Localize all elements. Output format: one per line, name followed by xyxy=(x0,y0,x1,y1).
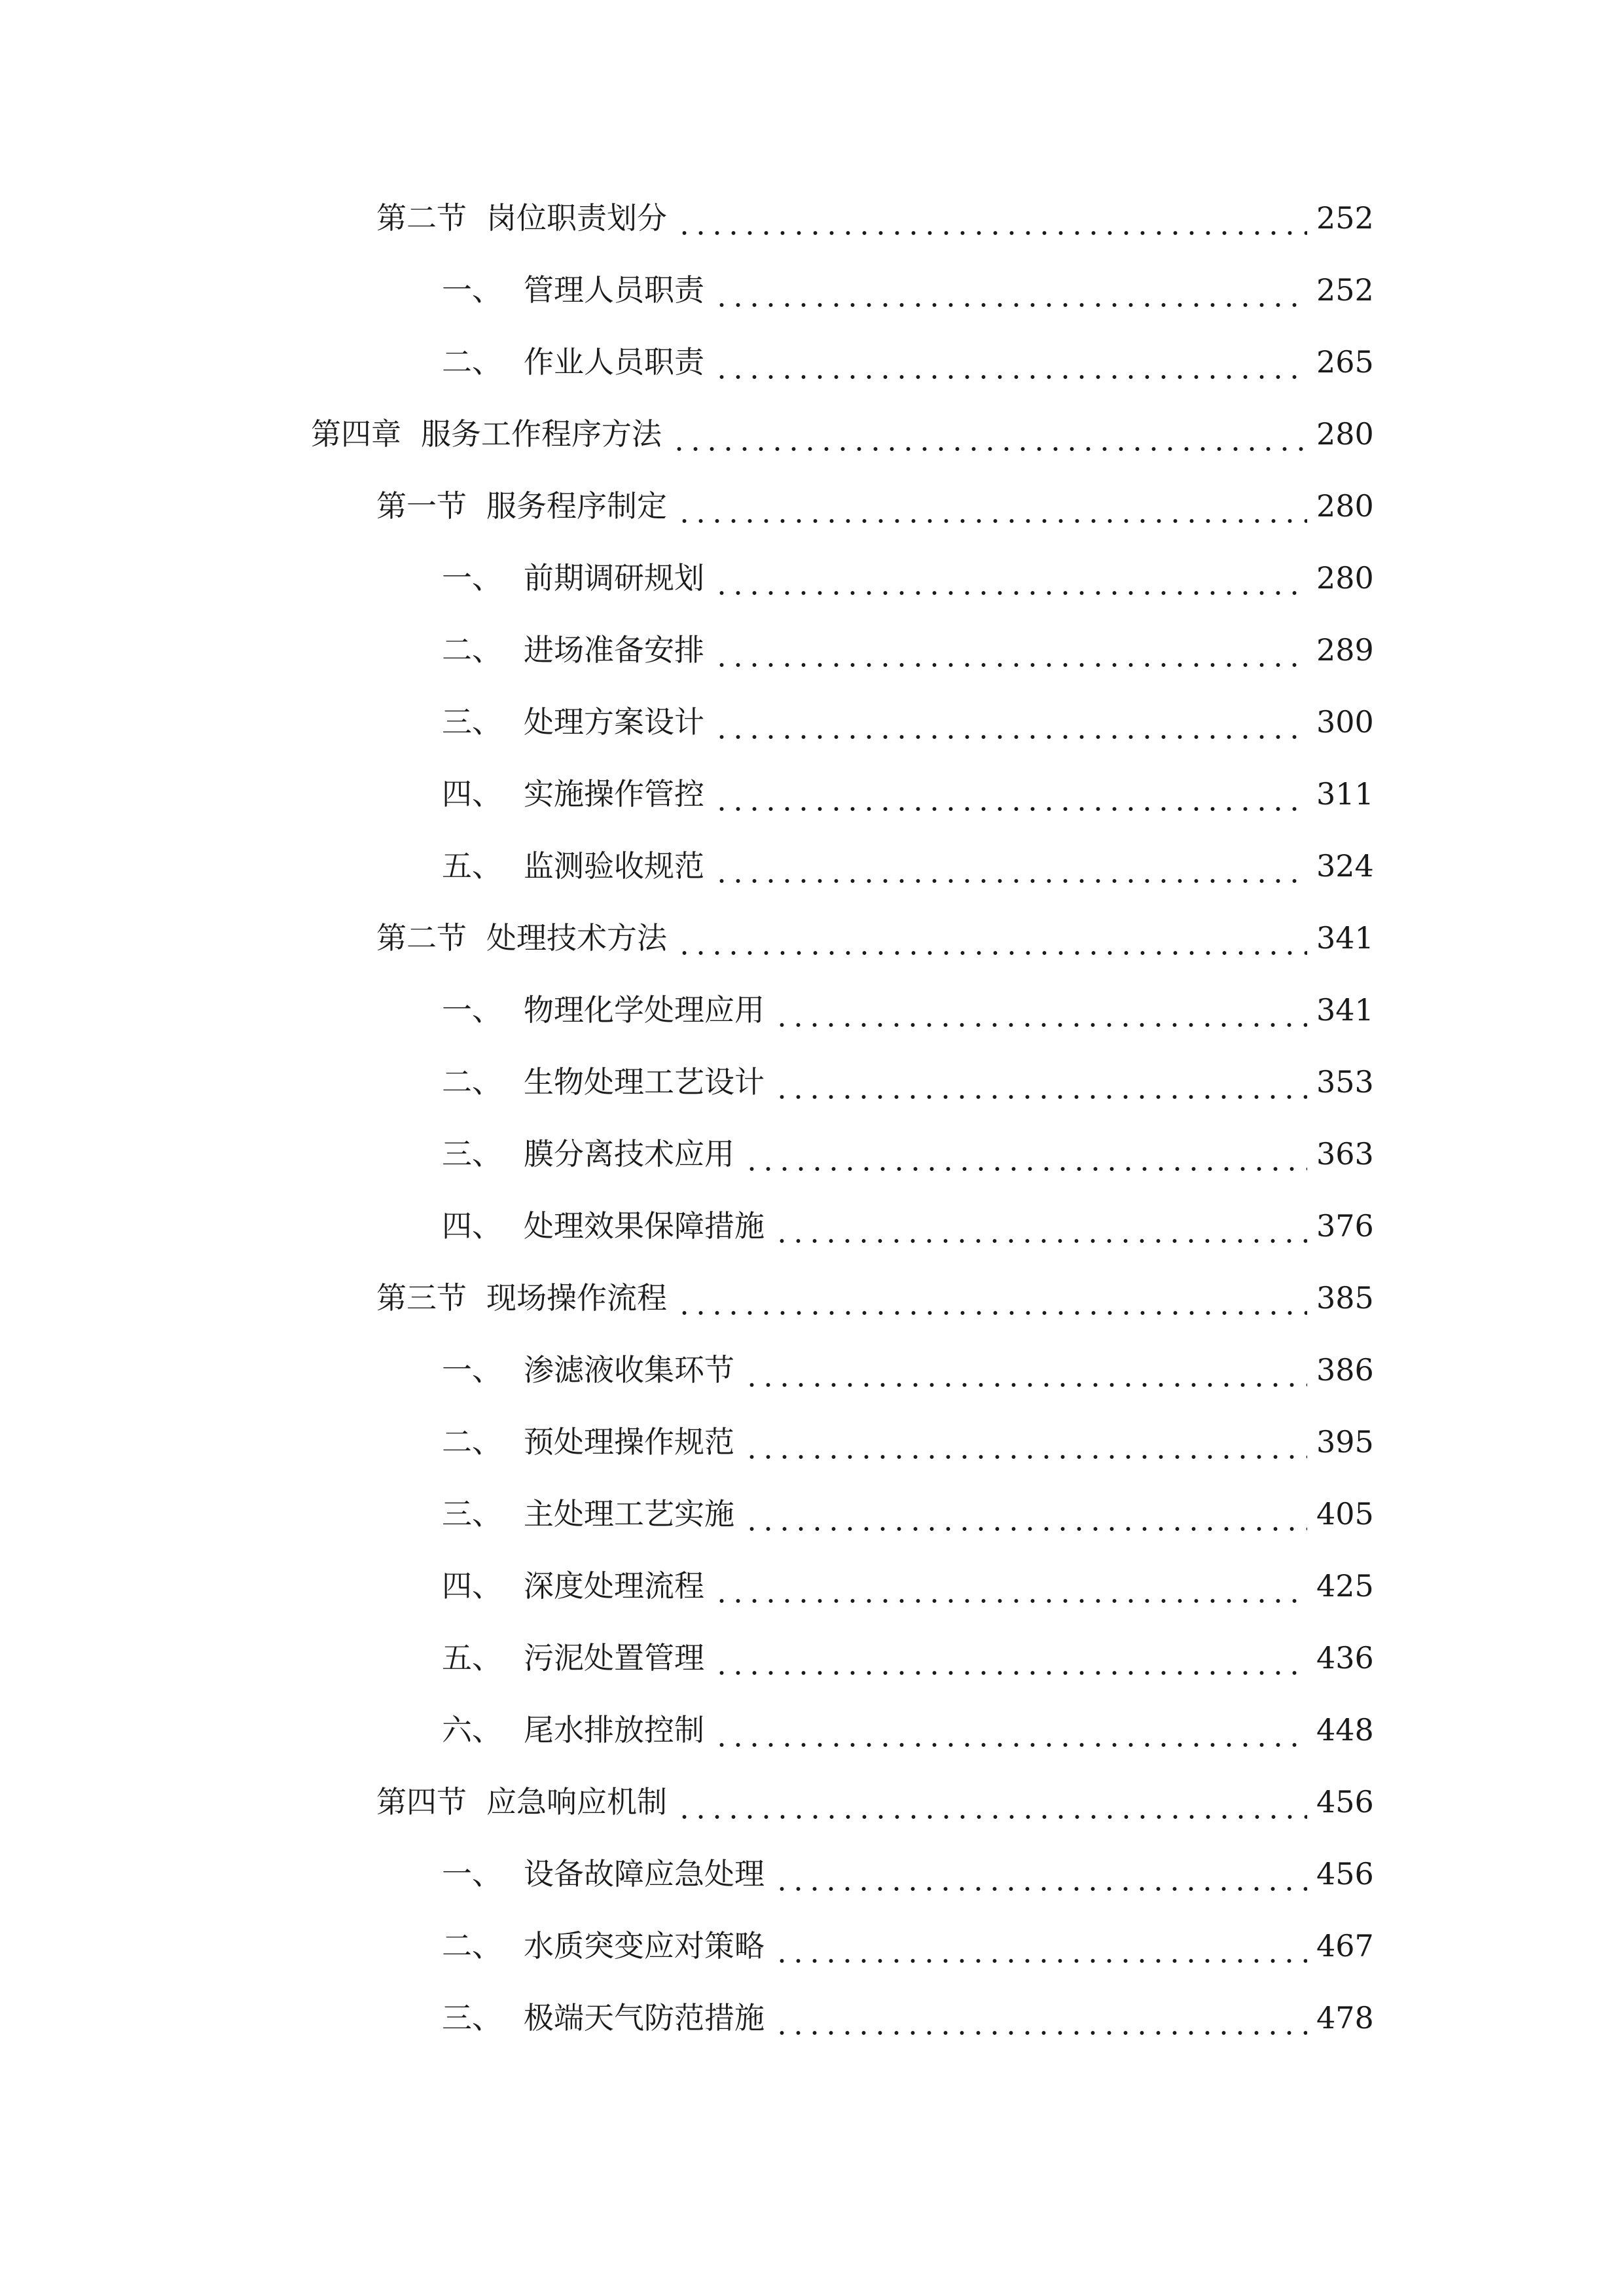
toc-entry-page: 289 xyxy=(1316,632,1374,668)
dot-leader xyxy=(713,336,1307,388)
toc-entry-text: 设备故障应急处理 xyxy=(524,1856,765,1892)
toc-entry[interactable] xyxy=(442,1416,1374,1468)
toc-entry-title xyxy=(442,264,704,316)
dot-leader xyxy=(671,408,1307,460)
toc-entry-page: 436 xyxy=(1316,1640,1374,1676)
toc-entry-number: 第三节 xyxy=(376,1280,467,1316)
toc-entry[interactable] xyxy=(442,1704,1374,1756)
toc-entry-page: 467 xyxy=(1316,1928,1374,1964)
toc-entry-title xyxy=(311,408,662,460)
toc-entry-text: 作业人员职责 xyxy=(524,344,704,380)
dot-leader xyxy=(676,1272,1307,1324)
toc-entry-number: 六、 xyxy=(442,1712,502,1748)
dot-leader xyxy=(713,768,1307,820)
toc-entry-number: 五、 xyxy=(442,848,502,884)
dot-leader xyxy=(774,1920,1307,1972)
toc-entry-title xyxy=(442,1920,765,1972)
toc-entry-page: 425 xyxy=(1316,1568,1374,1604)
dot-leader xyxy=(676,1776,1307,1828)
toc-entry-text: 岗位职责划分 xyxy=(486,200,667,236)
toc-entry-text: 生物处理工艺设计 xyxy=(524,1064,765,1100)
toc-entry-title xyxy=(442,624,704,676)
toc-entry-text: 处理效果保障措施 xyxy=(524,1208,765,1244)
toc-entry[interactable] xyxy=(442,1632,1374,1684)
toc-entry-page: 395 xyxy=(1316,1424,1374,1460)
toc-entry[interactable] xyxy=(442,1992,1374,2044)
toc-entry[interactable] xyxy=(376,912,1374,964)
dot-leader xyxy=(744,1488,1307,1540)
toc-entry[interactable] xyxy=(376,1272,1374,1324)
toc-entry-title xyxy=(442,696,704,748)
toc-entry-text: 现场操作流程 xyxy=(486,1280,667,1316)
toc-entry[interactable] xyxy=(442,264,1374,316)
toc-entry-text: 极端天气防范措施 xyxy=(524,2000,765,2036)
dot-leader xyxy=(676,912,1307,964)
toc-entry-title xyxy=(376,1776,667,1828)
dot-leader xyxy=(713,552,1307,604)
toc-entry-page: 252 xyxy=(1316,272,1374,308)
toc-entry-title xyxy=(442,1056,765,1108)
toc-entry-number: 四、 xyxy=(442,1568,502,1604)
toc-entry-text: 水质突变应对策略 xyxy=(524,1928,765,1964)
dot-leader xyxy=(744,1416,1307,1468)
toc-entry-number: 第四章 xyxy=(311,416,401,452)
dot-leader xyxy=(774,1200,1307,1252)
toc-entry-page: 478 xyxy=(1316,2000,1374,2036)
toc-entry[interactable] xyxy=(442,768,1374,820)
toc-entry-page: 341 xyxy=(1316,920,1374,956)
toc-entry-page: 456 xyxy=(1316,1856,1374,1892)
dot-leader xyxy=(676,192,1307,244)
toc-entry-number: 四、 xyxy=(442,1208,502,1244)
toc-entry-text: 进场准备安排 xyxy=(524,632,704,668)
toc-entry-number: 第二节 xyxy=(376,920,467,956)
toc-entry-number: 三、 xyxy=(442,1496,502,1532)
toc-entry-page: 405 xyxy=(1316,1496,1374,1532)
dot-leader xyxy=(713,264,1307,316)
toc-entry-text: 预处理操作规范 xyxy=(524,1424,734,1460)
toc-entry-number: 三、 xyxy=(442,704,502,740)
toc-entry[interactable] xyxy=(442,1560,1374,1612)
toc-entry-title xyxy=(442,1560,704,1612)
dot-leader xyxy=(744,1128,1307,1180)
toc-entry-page: 456 xyxy=(1316,1784,1374,1820)
toc-entry-number: 二、 xyxy=(442,1928,502,1964)
toc-entry-text: 处理技术方法 xyxy=(486,920,667,956)
toc-entry-text: 实施操作管控 xyxy=(524,776,704,812)
toc-entry[interactable] xyxy=(442,336,1374,388)
toc-entry[interactable] xyxy=(442,840,1374,892)
toc-entry-page: 376 xyxy=(1316,1208,1374,1244)
toc-entry-title xyxy=(442,1632,704,1684)
toc-entry[interactable] xyxy=(442,1200,1374,1252)
dot-leader xyxy=(713,1560,1307,1612)
toc-entry[interactable] xyxy=(442,984,1374,1036)
toc-entry-number: 二、 xyxy=(442,632,502,668)
toc-entry-number: 三、 xyxy=(442,1136,502,1172)
toc-entry-title xyxy=(442,1848,765,1900)
toc-entry-text: 处理方案设计 xyxy=(524,704,704,740)
toc-entry-title xyxy=(442,1344,734,1396)
toc-entry[interactable] xyxy=(442,552,1374,604)
dot-leader xyxy=(713,696,1307,748)
toc-entry[interactable] xyxy=(311,408,1374,460)
toc-entry-title xyxy=(442,840,704,892)
toc-entry[interactable] xyxy=(442,696,1374,748)
dot-leader xyxy=(774,1848,1307,1900)
toc-entry[interactable] xyxy=(442,1920,1374,1972)
toc-entry-title xyxy=(442,1128,734,1180)
toc-entry[interactable] xyxy=(376,1776,1374,1828)
toc-entry-title xyxy=(442,768,704,820)
toc-entry-text: 管理人员职责 xyxy=(524,272,704,308)
toc-entry-number: 二、 xyxy=(442,1064,502,1100)
toc-entry-title xyxy=(376,192,667,244)
toc-entry-number: 一、 xyxy=(442,992,502,1028)
toc-entry-number: 第二节 xyxy=(376,200,467,236)
toc-entry-title xyxy=(376,480,667,532)
toc-entry-number: 第四节 xyxy=(376,1784,467,1820)
toc-entry[interactable] xyxy=(442,624,1374,676)
toc-entry-text: 膜分离技术应用 xyxy=(524,1136,734,1172)
toc-entry[interactable] xyxy=(442,1056,1374,1108)
toc-entry-title xyxy=(442,984,765,1036)
toc-entry-text: 主处理工艺实施 xyxy=(524,1496,734,1532)
dot-leader xyxy=(774,1992,1307,2044)
toc-entry-number: 一、 xyxy=(442,1352,502,1388)
toc-entry[interactable] xyxy=(442,1128,1374,1180)
toc-entry-number: 一、 xyxy=(442,272,502,308)
toc-entry-title xyxy=(442,1992,765,2044)
toc-entry-text: 前期调研规划 xyxy=(524,560,704,596)
toc-entry-number: 四、 xyxy=(442,776,502,812)
dot-leader xyxy=(774,984,1307,1036)
toc-entry[interactable] xyxy=(376,480,1374,532)
toc-entry-text: 应急响应机制 xyxy=(486,1784,667,1820)
dot-leader xyxy=(713,1704,1307,1756)
toc-entry-page: 280 xyxy=(1316,560,1374,596)
dot-leader xyxy=(774,1056,1307,1108)
toc-entry[interactable] xyxy=(442,1488,1374,1540)
toc-entry-page: 448 xyxy=(1316,1712,1374,1748)
toc-entry-page: 386 xyxy=(1316,1352,1374,1388)
toc-entry-page: 265 xyxy=(1316,344,1374,380)
toc-entry-page: 385 xyxy=(1316,1280,1374,1316)
toc-entry-number: 二、 xyxy=(442,344,502,380)
dot-leader xyxy=(713,624,1307,676)
toc-entry[interactable] xyxy=(442,1848,1374,1900)
dot-leader xyxy=(676,480,1307,532)
toc-entry-title xyxy=(376,1272,667,1324)
toc-entry-number: 三、 xyxy=(442,2000,502,2036)
toc-entry-page: 280 xyxy=(1316,488,1374,524)
toc-entry-number: 第一节 xyxy=(376,488,467,524)
dot-leader xyxy=(713,840,1307,892)
toc-entry-number: 二、 xyxy=(442,1424,502,1460)
toc-entry-text: 污泥处置管理 xyxy=(524,1640,704,1676)
toc-entry-page: 341 xyxy=(1316,992,1374,1028)
toc-entry-page: 280 xyxy=(1316,416,1374,452)
toc-entry-number: 一、 xyxy=(442,1856,502,1892)
toc-entry-page: 311 xyxy=(1316,776,1374,812)
toc-entry-title xyxy=(442,1704,704,1756)
toc-entry[interactable] xyxy=(442,1344,1374,1396)
toc-entry-title xyxy=(442,552,704,604)
dot-leader xyxy=(744,1344,1307,1396)
toc-entry-number: 五、 xyxy=(442,1640,502,1676)
toc-entry-page: 353 xyxy=(1316,1064,1374,1100)
toc-entry-title xyxy=(442,1416,734,1468)
toc-entry-text: 渗滤液收集环节 xyxy=(524,1352,734,1388)
toc-entry-title xyxy=(376,912,667,964)
toc-entry-page: 324 xyxy=(1316,848,1374,884)
toc-entry-text: 物理化学处理应用 xyxy=(524,992,765,1028)
toc-entry-text: 服务工作程序方法 xyxy=(421,416,662,452)
toc-entry-title xyxy=(442,1200,765,1252)
toc-entry-title xyxy=(442,336,704,388)
toc-entry-text: 监测验收规范 xyxy=(524,848,704,884)
toc-entry-title xyxy=(442,1488,734,1540)
toc-entry-text: 深度处理流程 xyxy=(524,1568,704,1604)
toc-entry-number: 一、 xyxy=(442,560,502,596)
toc-entry-page: 252 xyxy=(1316,200,1374,236)
toc-entry-text: 服务程序制定 xyxy=(486,488,667,524)
toc-entry[interactable] xyxy=(376,192,1374,244)
toc-entry-page: 363 xyxy=(1316,1136,1374,1172)
toc-entry-page: 300 xyxy=(1316,704,1374,740)
dot-leader xyxy=(713,1632,1307,1684)
toc-entry-text: 尾水排放控制 xyxy=(524,1712,704,1748)
